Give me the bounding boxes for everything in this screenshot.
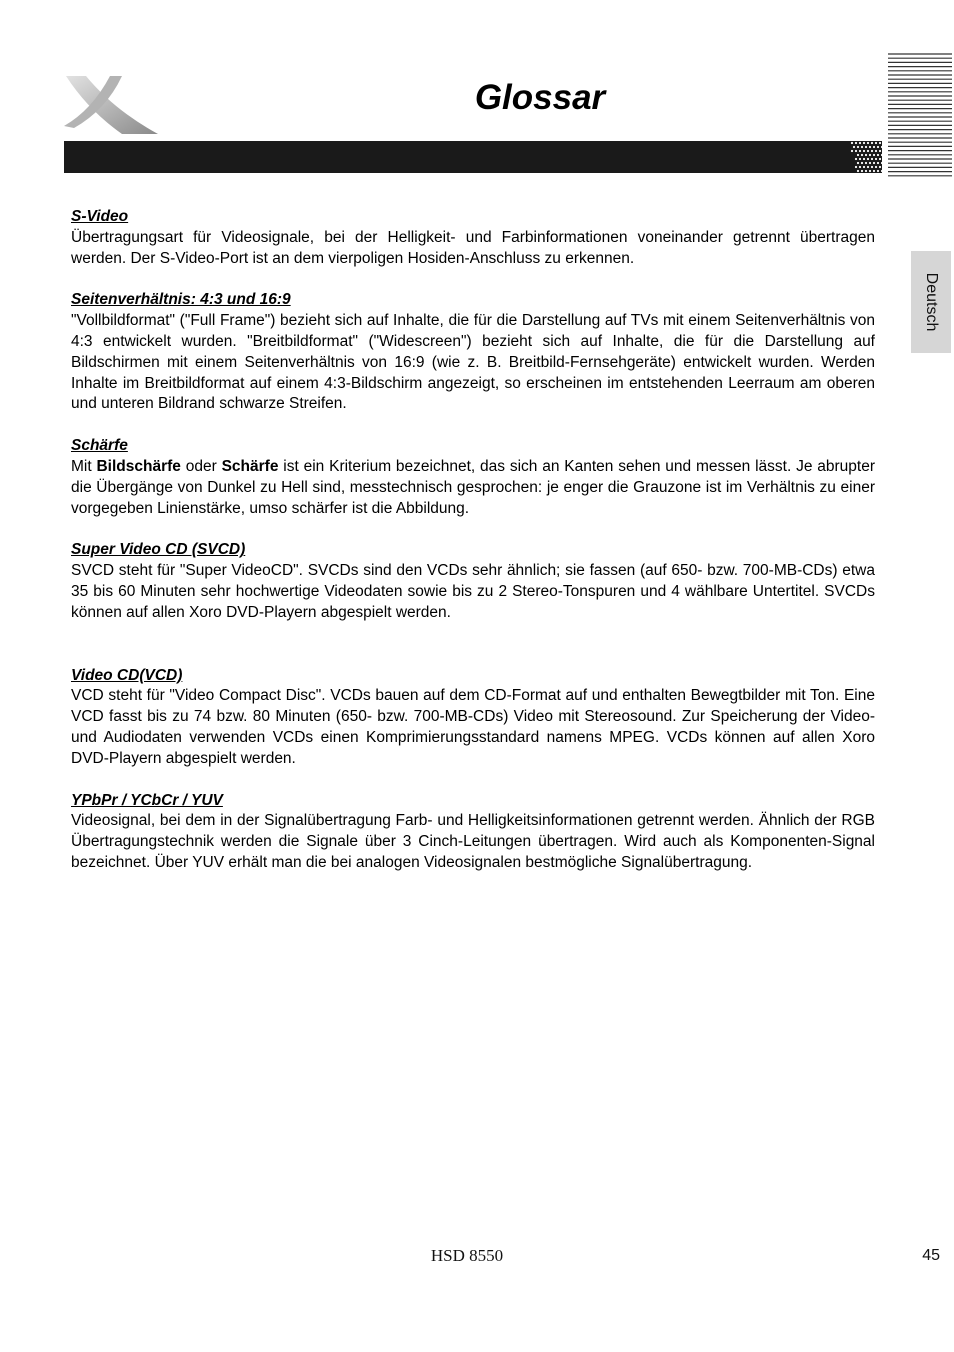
pattern-dot [877,162,879,164]
pattern-dot [871,166,873,168]
pattern-dot [871,142,873,144]
pattern-dot [865,170,867,172]
glossary-entry-sharpness [71,436,875,519]
pattern-dot [881,170,883,172]
pattern-dot [855,158,857,160]
glossary-entry-svcd [71,540,875,623]
page-number: 45 [922,1247,940,1264]
pattern-dot [873,170,875,172]
pattern-dot [879,150,881,152]
pattern-dot [861,170,863,172]
pattern-dot [869,146,871,148]
page-title: Glossar [474,78,606,117]
pattern-dot [859,166,861,168]
bold-term: Bildschärfe [96,457,181,475]
pattern-dot [863,158,865,160]
header-bar [64,141,882,173]
pattern-dot [879,158,881,160]
pattern-dot [867,142,869,144]
glossary-entry-s-video [71,207,875,269]
pattern-dot [865,146,867,148]
pattern-dot [871,158,873,160]
pattern-dot [861,146,863,148]
pattern-dot [875,158,877,160]
pattern-dot [859,150,861,152]
pattern-dot [867,150,869,152]
pattern-dot [873,154,875,156]
glossary-entry-ypbpr [71,791,875,874]
footer-model-name: HSD 8550 [430,1246,504,1265]
pattern-dot [857,170,859,172]
glossary-entry-aspect-ratio [71,290,875,415]
pattern-dot [855,150,857,152]
pattern-dot [875,142,877,144]
pattern-dot [867,158,869,160]
pattern-dot [881,146,883,148]
pattern-dot [865,154,867,156]
language-tab-label: Deutsch [923,272,940,332]
pattern-dot [869,154,871,156]
pattern-dot [853,146,855,148]
language-tab [911,251,951,353]
pattern-dot [863,150,865,152]
glossary-description: Videosignal, bei dem in der Signalübertragung Farb- und Helligkeitsinformationen getrennt werden. Ähnlich der RGB Übertragungstechnik werden die Signale über 3 Cinch-Leitungen übertragen. Wird auch als Komponenten-Signal bezeichnet. Über YUV erhält man die bei analogen Videosignalen bestmögliche Signalübertragung. [71,812,875,871]
pattern-dot [877,154,879,156]
glossary-term: Super Video CD (SVCD) [71,541,246,559]
pattern-dot [879,166,881,168]
pattern-dot [867,166,869,168]
description-text: Mit [71,457,97,475]
pattern-dot [875,150,877,152]
pattern-dot [861,154,863,156]
pattern-dot [857,154,859,156]
corner-line-pattern [888,52,952,180]
pattern-dot [859,142,861,144]
pattern-dot [881,162,883,164]
pattern-dot [877,170,879,172]
pattern-dot [863,166,865,168]
glossary-term: S-Video [71,208,129,225]
glossary-term: Video CD(VCD) [71,666,183,684]
pattern-dot [857,162,859,164]
header-bar-dot-pattern [842,141,884,173]
glossary-description: VCD steht für "Video Compact Disc". VCDs bauen auf dem CD-Format auf und enthalten Bewegtbilder mit Ton. Eine VCD fasst bis zu 74 bzw. 80 Minuten (650- bzw. 700-MB-CDs) Video mit Stereosound. Zur Speicherung der Video- und Audiodaten verwenden VCDs einen Komprimierungsstandard namens MPEG. VCDs können auf allen Xoro DVD-Playern abgespielt werden. [71,687,875,767]
pattern-dot [873,162,875,164]
description-text: oder [180,457,222,475]
glossary-entry-vcd [71,666,875,770]
pattern-dot [879,142,881,144]
glossary-description [71,457,875,519]
pattern-dot [851,142,853,144]
pattern-dot [869,162,871,164]
glossary-description: Übertragungsart für Videosignale, bei der Helligkeit- und Farbinformationen voneinander getrennt übertragen werden. Der S-Video-Port ist an dem vierpoligen Hosiden-Anschluss zu erkennen. [71,228,875,267]
pattern-dot [859,158,861,160]
pattern-dot [851,150,853,152]
glossary-description: "Vollbildformat" ("Full Frame") bezieht sich auf Inhalte, die für die Darstellung auf TVs mit einem Seitenverhältnis von 4:3 entwickelt wurden. "Breitbildformat" ("Widescreen") bezieht sich auf Inhalte, die für die Darstellung auf Bildschirmen mit einem Seitenverhältnis von 16:9 (wie z. B. Breitbild-Fernsehgeräte) entwickelt wurden. Werden Inhalte im Breitbildformat auf einem 4:3-Bildschirm angezeigt, so erscheinen im entstehenden Leerraum am oberen und unteren Bildrand schwarze Streifen. [71,312,875,413]
pattern-dot [865,162,867,164]
pattern-dot [855,142,857,144]
pattern-dot [875,166,877,168]
bold-term: Schärfe [221,457,279,475]
glossary-content [71,207,875,874]
pattern-dot [871,150,873,152]
glossary-term: YPbPr / YCbCr / YUV [71,791,223,809]
glossary-term: Seitenverhältnis: 4:3 und 16:9 [71,291,291,309]
glossary-term: Schärfe [71,437,128,455]
pattern-dot [855,166,857,168]
pattern-dot [873,146,875,148]
description-text: ist ein Kriterium bezeichnet, das sich an Kanten sehen und messen lässt. Je abrupter die Übergänge von Dunkel zu Hell sind, messtechnisch gesprochen: je enger die Grauzone ist im Verhältnis zu einer vorgegeben Linienstärke, umso schärfer ist die Abbildung. [71,457,875,517]
pattern-dot [863,142,865,144]
pattern-dot [881,154,883,156]
pattern-dot [857,146,859,148]
pattern-dot [877,146,879,148]
pattern-dot [869,170,871,172]
pattern-dot [861,162,863,164]
glossary-description: SVCD steht für "Super VideoCD". SVCDs sind den VCDs sehr ähnlich; sie fassen (auf 650- bzw. 700-MB-CDs) etwa 35 bis 60 Minuten sehr hochwertige Videodaten sowie bis zu 2 Stereo-Tonspuren und 4 wählbare Untertitel. SVCDs können auf allen Xoro DVD-Playern abgespielt werden. [71,562,875,621]
